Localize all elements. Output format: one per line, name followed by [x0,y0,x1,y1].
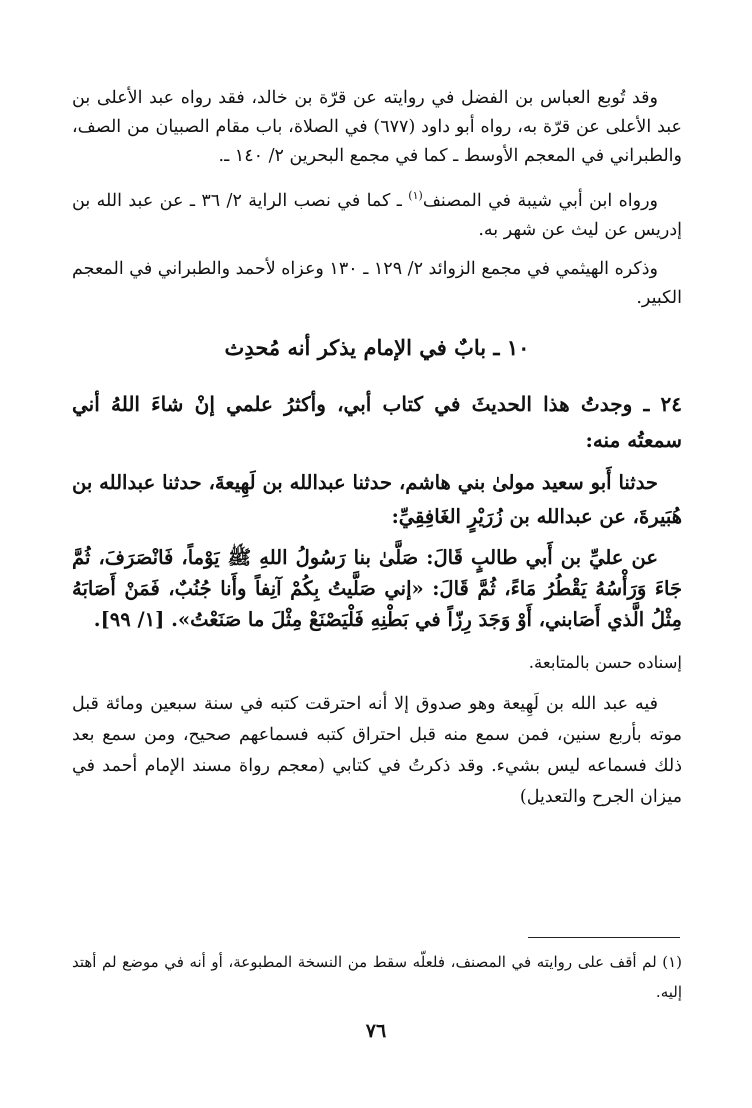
chapter-heading: ١٠ ـ بابٌ في الإمام يذكر أنه مُحدِث [224,334,530,360]
page-number: ٧٦ [365,1020,387,1042]
hadith-grading: إسناده حسن بالمتابعة. [528,652,682,672]
page-body [72,84,682,813]
note-paragraph-1: وقد تُوبع العباس بن الفضل في روايته عن قرّة بن خالد، فقد رواه عبد الأعلى بن عبد الأعلى عن قرّة به، رواه أبو داود (٦٧٧) في الصلاة، باب مقام الصبيان من الصف، والطبراني في المعجم الأوسط ـ كما في مجمع البحرين ٢/ ١٤٠ ـ. [72,88,682,166]
commentary-paragraph: فيه عبد الله بن لَهِيعة وهو صدوق إلا أنه احترقت كتبه في سنة سبعين ومائة قبل موته بأربع سنين، فمن سمع منه قبل احتراق كتبه فسماعهم صحيح، ومن سمع بعد ذلك فسماعه ليس بشيء. وقد ذكرتُ في كتابي (معجم رواة مسند الإمام أحمد في ميزان الجرح والتعديل) [72,693,682,807]
hadith-intro: ٢٤ ـ وجدتُ هذا الحديثَ في كتاب أبي، وأكثرُ علمي إنْ شاءَ اللهُ أني سمعتُه منه: [72,391,682,452]
footnote: (١) لم أقف على روايته في المصنف، فلعلّه سقط من النسخة المطبوعة، أو أنه في موضع لم أهتد إليه. [72,953,682,1001]
note-paragraph-3: وذكره الهيثمي في مجمع الزوائد ٢/ ١٢٩ ـ ١٣٠ وعزاه لأحمد والطبراني في المعجم الكبير. [72,258,682,308]
footnote-divider [528,937,680,938]
hadith-text: عن عليِّ بن أَبي طالبٍ قَالَ: صَلَّىٰ بنا رَسُولُ اللهِ ﷺ يَوْماً، فَانْصَرَفَ، ثُمَّ جَاءَ وَرَأْسُهُ يَقْطُرُ مَاءً، ثُمَّ قَالَ: «إني صَلَّيتُ بِكُمْ آنِفاً وأَنا جُنُبٌ، فَمَنْ أَصَابَهُ مِثْلُ الَّذي أَصَابني، أَوْ وَجَدَ رِزّاً في بَطْنِهِ فَلْيَصْنَعْ مِثْلَ ما صَنَعْتُ». [١/ ٩٩]. [72,545,682,631]
note-paragraph-2 [72,181,682,245]
note-paragraph-2-before: ورواه ابن أبي شيبة في المصنف [422,190,658,211]
hadith-chain-of-narration: حدثنا أَبو سعيد مولىٰ بني هاشم، حدثنا عبدالله بن لَهِيعةَ، حدثنا عبدالله بن هُبَيرةَ، عن عبدالله بن زُرَيْرٍ الغَافِقِيِّ: [72,470,682,528]
footnote-reference: (١) [408,189,423,202]
note-paragraph-2-after: ـ كما في نصب الراية ٢/ ٣٦ ـ عن عبد الله بن إدريس عن ليث عن شهر به. [72,190,682,240]
